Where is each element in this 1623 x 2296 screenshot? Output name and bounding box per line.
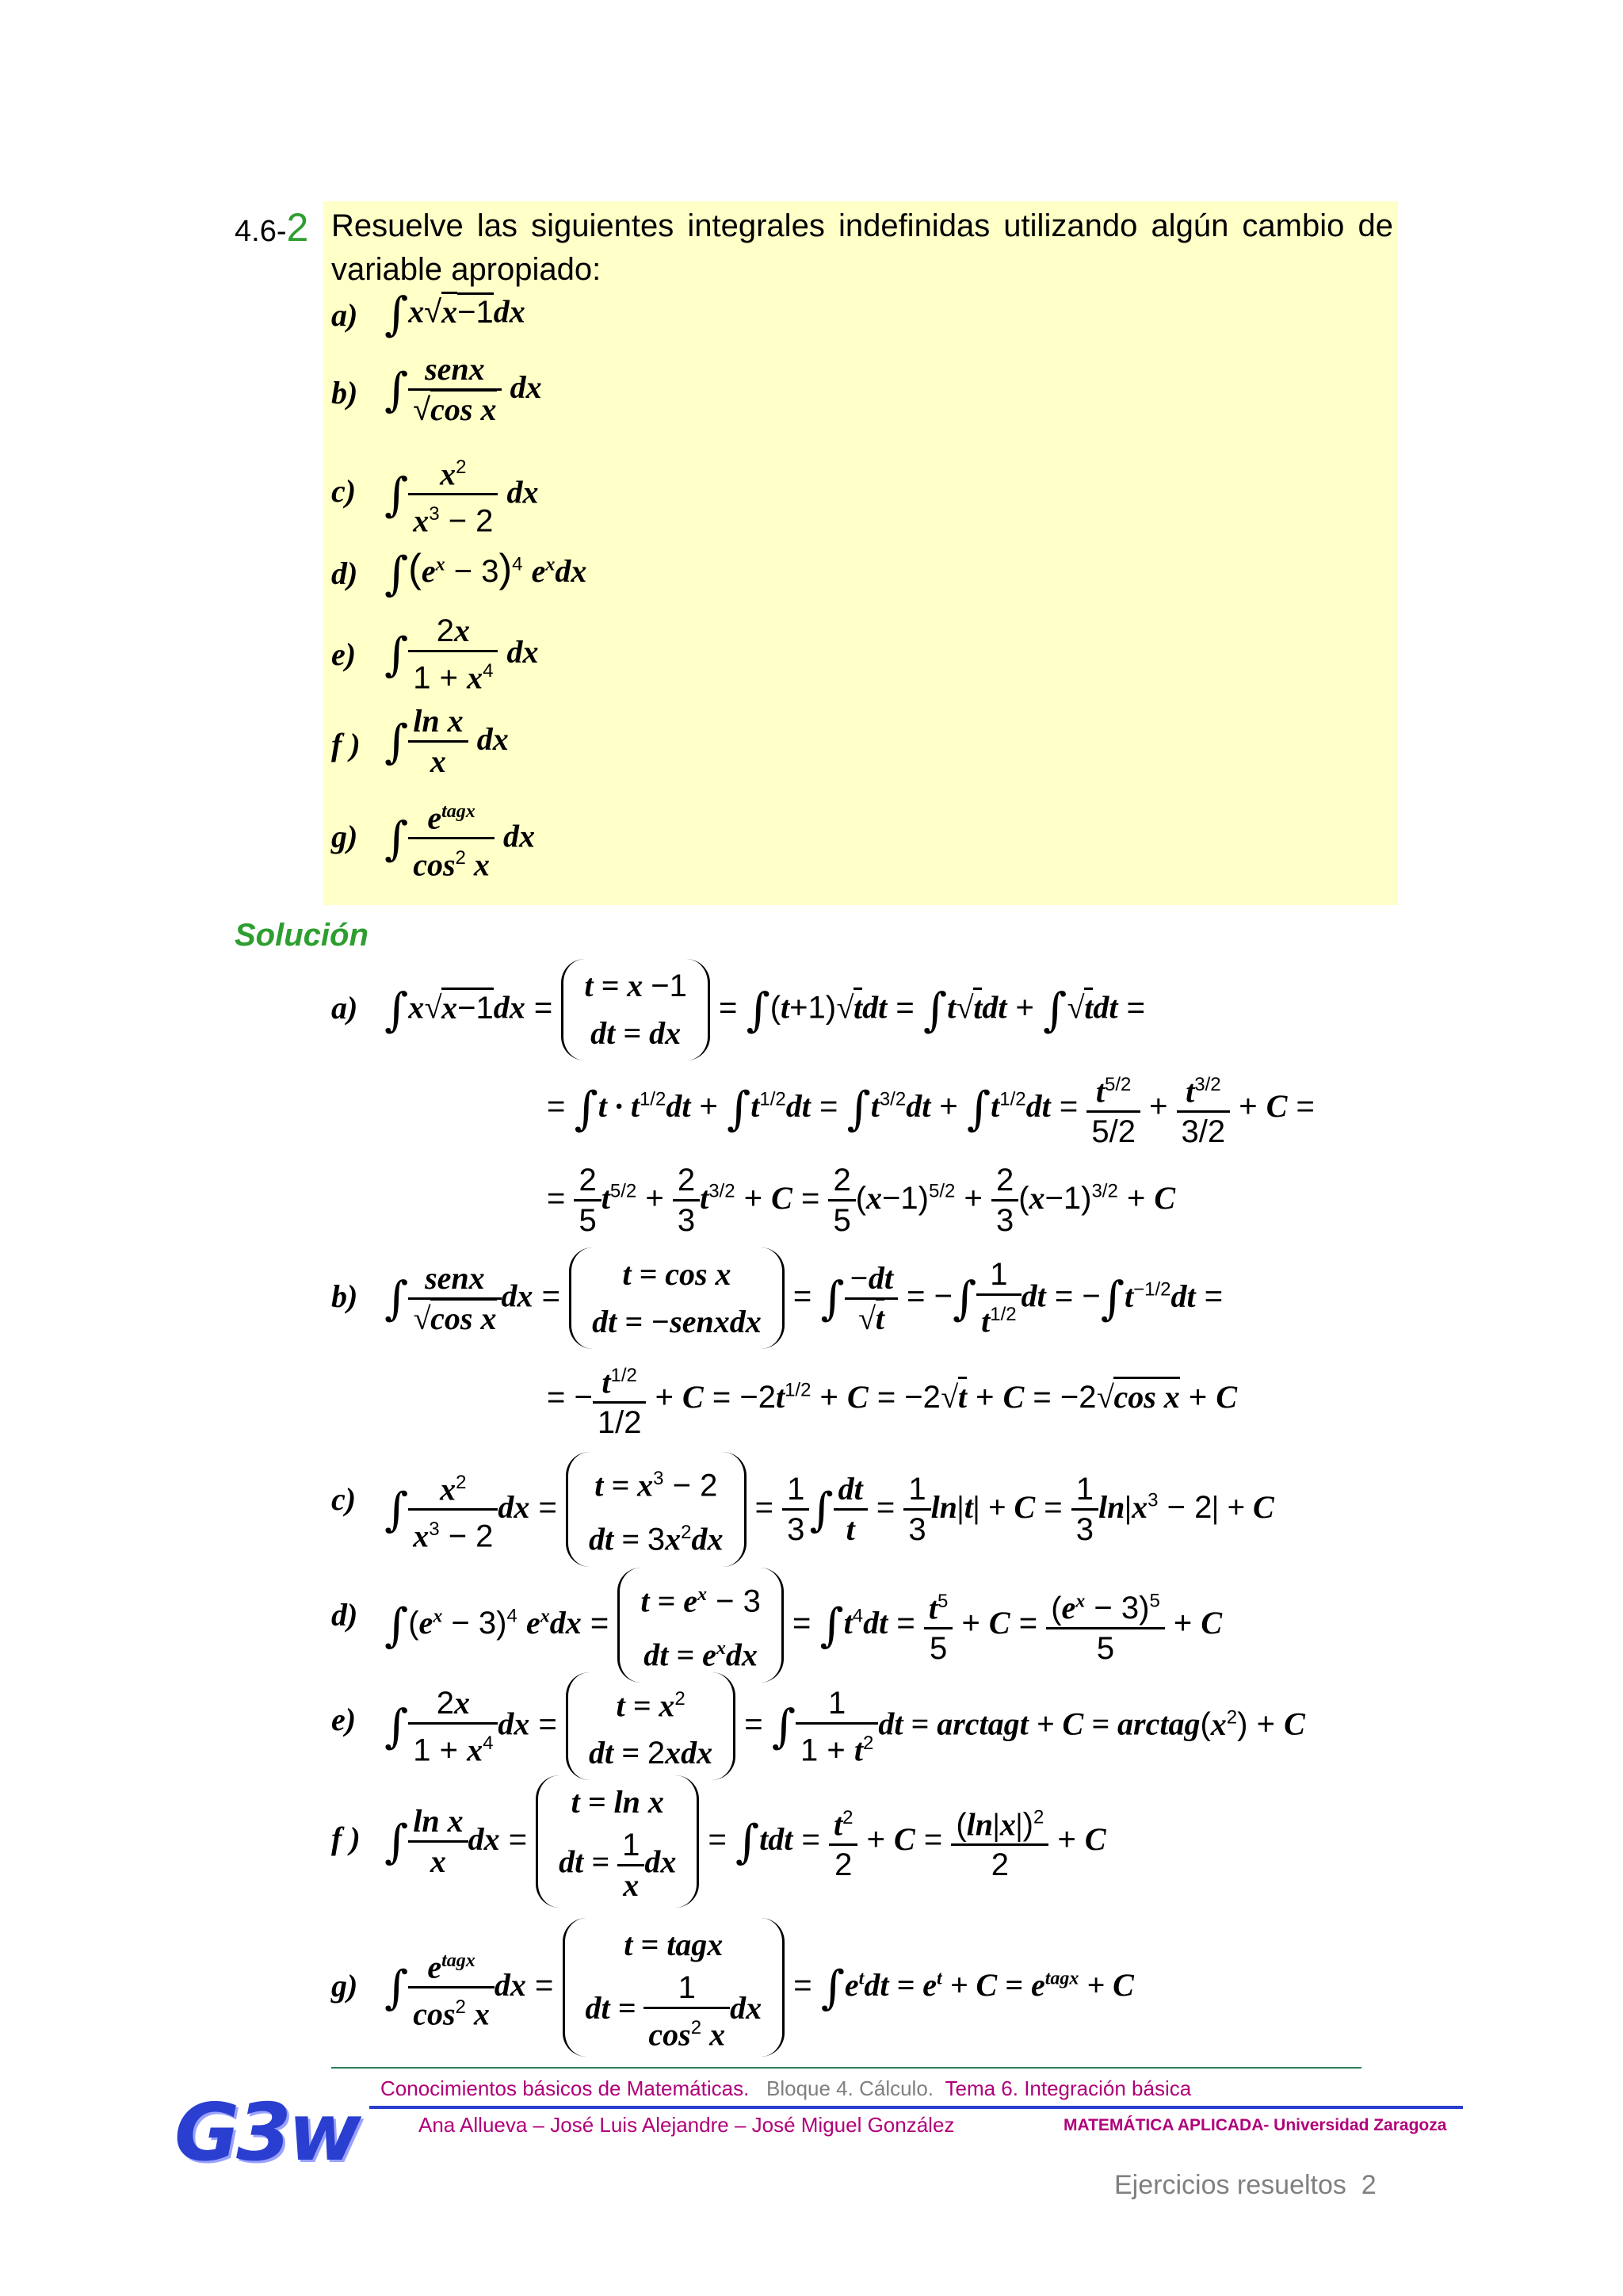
footer-authors: Ana Allueva – José Luis Alejandre – José Miguel González [418, 2113, 955, 2137]
solution-f-line1: ∫ $\frac{\text{ln x}}{x}$ dx = t = ln x dt = $\frac{1}{x}$ dx = ∫tdt = $\frac{t^2}{2}$ + C = $\frac{(\ln|x|)^2}{2}$ + C [384, 1775, 1106, 1908]
item-label-c: c) [331, 473, 357, 509]
footer-department: MATEMÁTICA APLICADA- Universidad Zaragoza [1064, 2116, 1447, 2134]
solution-d-line1: $\int(e^x - 3)^4$ $e^xdx$ = $t = e^x - 3$ dt = $e^xdx$ = $\int t^4dt$ = $\frac{t^5}{5}$ + C = $\frac{(e^x - 3)^5}{5}$ + C [384, 1568, 1222, 1683]
solution-label-g: g) [331, 1968, 358, 2004]
solution-a-line2: = $\int t \cdot t^{1/2}dt + \int t^{1/2}dt = \int t^{3/2}dt + \int t^{1/2}dt$ = $\frac{t^{5/2}}{5/2}$ + $\frac{t^{3/2}}{3/2}$ + C = [547, 1066, 1315, 1151]
item-expr-d: $\int(e^x - 3)^4$ $e^xdx$ [384, 546, 587, 601]
solution-label-d: d) [331, 1597, 358, 1633]
item-expr-g: ∫ $\frac{e^{tagx}}{\cos^2 x}$ dx [384, 793, 535, 884]
item-expr-a: ∫x√x−1dx [384, 287, 525, 341]
item-expr-e: ∫ $\frac{2x}{1 + x^4}$ dx [384, 613, 539, 696]
solution-label-e: e) [331, 1702, 357, 1737]
item-expr-c: ∫ $\frac{x^2}{x^3 - 2}$ dx [384, 449, 539, 541]
solution-c-line1: ∫ $\frac{x^2}{x^3 - 2}$ dx = $t = x^3 - 2$ dt = $3x^2dx$ = $\frac{1}{3}$ ∫ $\frac{dt}{t}$ = $\frac{1}{3}$ ln|t| + C = $\frac{1}{3}$ $\ln|x^3 - 2| + C$ [384, 1452, 1274, 1567]
footer-divider [331, 2067, 1361, 2069]
solution-heading: Solución [235, 918, 369, 953]
item-label-e: e) [331, 636, 357, 672]
solution-label-f: f ) [331, 1820, 361, 1856]
footer-topic: Tema 6. Integración básica [945, 2076, 1192, 2100]
solution-b-line2: = − $\frac{t^{1/2}}{1/2}$ + $C = -2t^{1/2} + C = -2√t + C = -2√\cos$ x + C [547, 1357, 1237, 1442]
item-label-f: f ) [331, 727, 361, 762]
page-label [1114, 2170, 1377, 2201]
solution-label-c: c) [331, 1481, 357, 1517]
footer-accent-rule [369, 2106, 1463, 2109]
page-number: 2 [1361, 2170, 1377, 2200]
problem-number-prefix: 4.6- [235, 215, 287, 248]
solution-b-line1: ∫ $\frac{\text{senx}}{\text{√cos x}}$ dx = t = cos x dt = −senxdx = ∫ $\frac{-dt}{√t}$ = −∫ $\frac{1}{t^{1/2}}$ dt = $-\int t^{-1/2}dt$ = [384, 1247, 1223, 1349]
solution-g-line1: ∫ $\frac{e^{tagx}}{\cos^2 x}$ dx = t = tagx dt = $\frac{1}{\cos^2 x}$ dx = $\int e^tdt = e^t + C = e^{tagx} + C$ [384, 1918, 1134, 2057]
item-expr-b: ∫ $\frac{\text{senx}}{\text{√cos x}}$ dx [384, 351, 542, 427]
footer-course-line [380, 2076, 1191, 2101]
item-label-b: b) [331, 375, 358, 411]
page-label-text: Ejercicios resueltos [1114, 2170, 1346, 2200]
g3w-logo: G3w [174, 2086, 359, 2179]
item-expr-f: ∫ $\frac{\text{ln x}}{x}$ dx [384, 703, 509, 779]
footer-course: Conocimientos básicos de Matemáticas. [380, 2076, 750, 2100]
footer-block: Bloque 4. Cálculo. [766, 2076, 934, 2100]
solution-a-line3: = $\frac{2}{5}$ $t^{5/2}$ + $\frac{2}{3}$ $t^{3/2} + C$ = $\frac{2}{5}$ $(x-1)^{5/2}$ + $\frac{2}{3}$ $(x-1)^{3/2} + C$ [547, 1163, 1176, 1238]
solution-label-a: a) [331, 990, 358, 1026]
item-label-g: g) [331, 819, 358, 854]
problem-statement: Resuelve las siguientes integrales indefinidas utilizando algún cambio de variable apropiado: [331, 208, 1393, 287]
problem-number [235, 204, 308, 250]
problem-number-main: 2 [286, 205, 309, 250]
item-label-a: a) [331, 297, 358, 333]
solution-a-line1: ∫x√x−1dx = t = x −1 dt = dx = ∫(t+1)√tdt = ∫t√tdt + ∫√tdt = [384, 959, 1145, 1060]
solution-e-line1: ∫ $\frac{2x}{1 + x^4}$ dx = $t = x^2$ dt = 2xdx = ∫ $\frac{1}{1 + t^2}$ dt = arctagt + $C = arctag(x^2) + C$ [384, 1672, 1305, 1780]
item-label-d: d) [331, 556, 358, 591]
solution-label-b: b) [331, 1278, 358, 1314]
